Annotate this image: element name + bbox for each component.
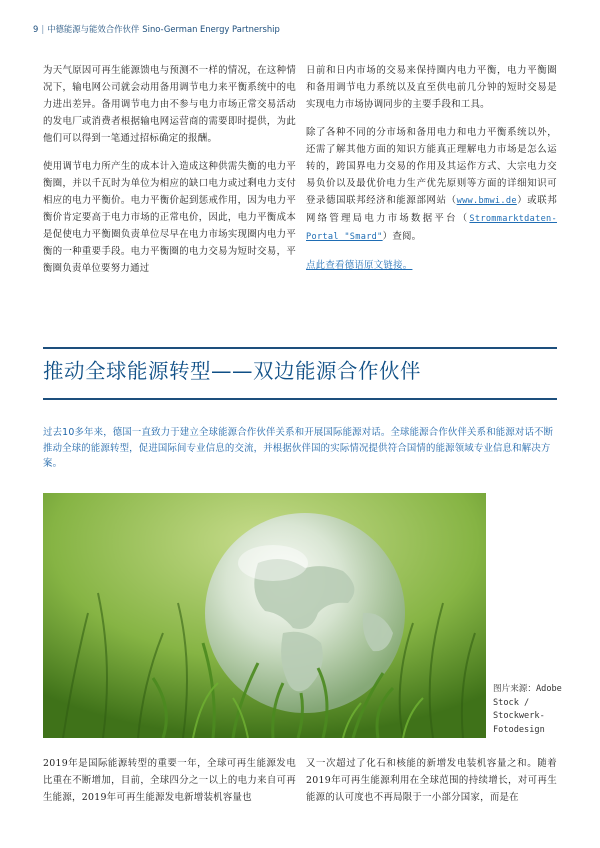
section-top-rule <box>43 347 557 349</box>
right-paragraph-1: 日前和日内市场的交易来保持圈内电力平衡，电力平衡圈和备用调节电力系统以及直至供电前几分钟的短时交易是实现电力市场协调同步的主要手段和工具。 <box>306 65 557 110</box>
right-column <box>306 62 557 285</box>
left-column <box>43 62 296 288</box>
header-title-cn: 中德能源与能效合作伙伴 <box>47 24 140 34</box>
bottom-right-paragraph: 又一次超过了化石和核能的新增发电装机容量之和。随着2019年可再生能源利用在全球范围的持续增长，对可再生能源的认可度也不再局限于一小部分国家，而是在 <box>306 758 557 803</box>
original-text-link[interactable]: 点此查看德语原文链接。 <box>306 260 413 271</box>
section-title: 推动全球能源转型——双边能源合作伙伴 <box>43 359 421 383</box>
section-intro: 过去10多年来，德国一直致力于建立全球能源合作伙伴关系和开展国际能源对话。全球能源合作伙伴关系和能源对话不断推动全球的能源转型，促进国际间专业信息的交流，并根据伙伴国的实际情况提供符合国情的能源领域专业信息和解决方案。 <box>43 427 554 469</box>
header-title-en: Sino-German Energy Partnership <box>142 24 280 34</box>
globe-in-grass-photo <box>43 493 486 738</box>
right-paragraph-2 <box>306 124 557 246</box>
running-header <box>33 22 280 36</box>
right-paragraph-2-text-a: 除了各种不同的分市场和备用电力和电力平衡系统以外，还需了解其他方面的知识方能真正理解电力市场是怎么运转的，跨国界电力交易的作用及其运作方式、大宗电力交易负价以及最优价电力生产优先原则等方面的详细知识可登录德国联邦经济和能源部网站（ <box>306 127 557 206</box>
section-bottom-rule <box>43 398 557 400</box>
left-paragraph-2: 使用调节电力所产生的成本计入造成这种供需失衡的电力平衡圈，并以千瓦时为单位为相应的缺口电力或过剩电力支付相应的电力平衡价。电力平衡价起到惩戒作用，因为电力平衡价肯定要高于电力市场的正常电价，因此，电力平衡成本是促使电力平衡圈负责单位尽早在电力市场实现圈内电力平衡的一种重要手段。电力平衡圈的电力交易为短时交易，平衡圈负责单位要努力通过 <box>43 161 296 274</box>
image-credit: 图片来源：Adobe Stock / Stockwerk-Fotodesign <box>493 684 562 735</box>
right-paragraph-2-text-b: ）或联邦网络管理局电力市场数据平台（ <box>306 195 557 224</box>
bottom-left-paragraph: 2019年是国际能源转型的重要一年，全球可再生能源发电比重在不断增加，目前，全球四分之一以上的电力来自可再生能源，2019年可再生能源发电新增装机容量也 <box>43 758 296 803</box>
header-separator: | <box>41 24 45 34</box>
page-number: 9 <box>33 24 39 34</box>
smard-link[interactable]: Strommarktdaten-Portal "Smard" <box>306 214 557 242</box>
bottom-left-column <box>43 755 296 817</box>
right-paragraph-2-text-c: ）查阅。 <box>382 231 422 242</box>
left-paragraph-1: 为天气原因可再生能源馈电与预测不一样的情况，在这种情况下，输电网公司就会动用备用调节电力来平衡系统中的电力进出差异。备用调节电力由不参与电力市场正常交易活动的发电厂或消费者根据输电网运营商的需要即时提供，为此他们可以得到一笔通过招标确定的报酬。 <box>43 65 296 144</box>
bottom-right-column <box>306 755 557 817</box>
bmwi-link[interactable]: www.bmwi.de <box>456 196 517 206</box>
